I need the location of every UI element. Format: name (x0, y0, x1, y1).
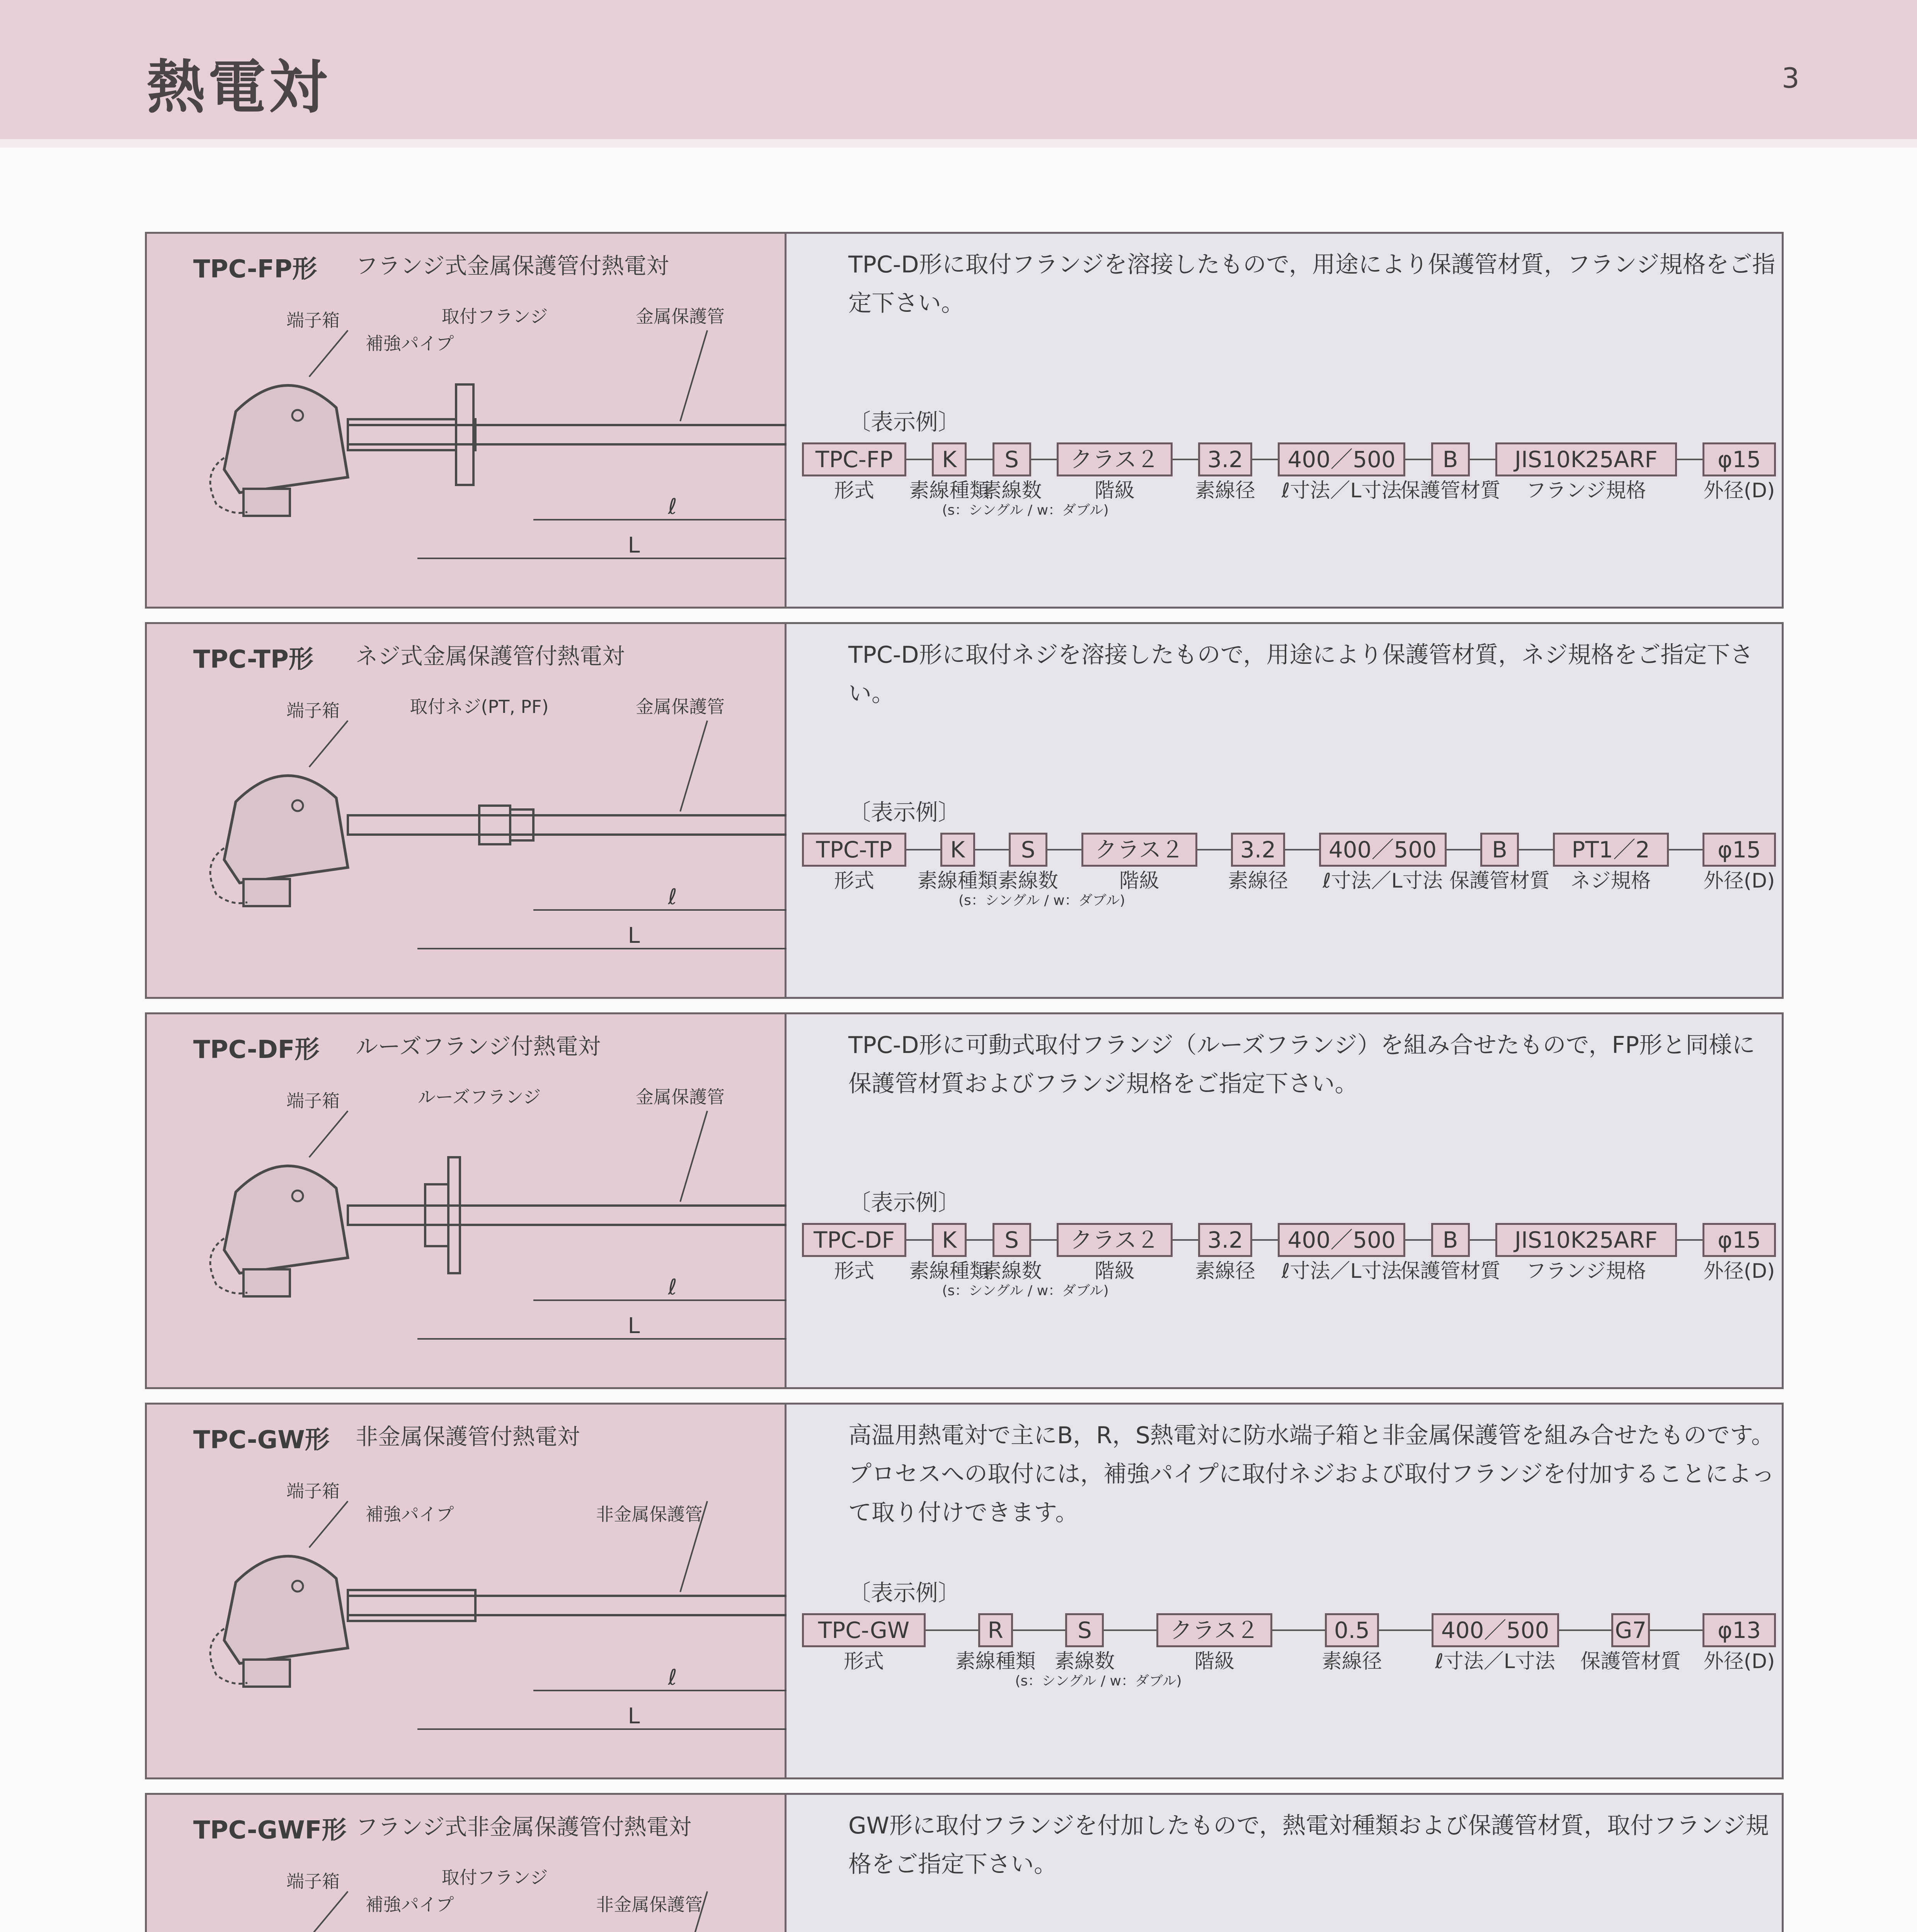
connector-line (1650, 1629, 1702, 1631)
diagram (147, 1405, 787, 1777)
spec-code-box: TPC-DF (802, 1223, 906, 1257)
leader-line (680, 1111, 707, 1202)
connector-line (906, 1239, 932, 1241)
connector-line (1470, 459, 1495, 460)
spec-caption-text: 素線径 (1195, 1260, 1255, 1283)
spec-caption-text: 保護管材質 (1400, 479, 1501, 502)
leader-line (309, 1501, 348, 1548)
spec-caption (1670, 1260, 1809, 1283)
header-band (0, 0, 1917, 139)
diagram-label: 取付フランジ (441, 306, 548, 327)
diagram-label: 金属保護管 (636, 306, 725, 327)
diagram-label: 端子箱 (286, 1871, 340, 1892)
spec-code-box: φ13 (1702, 1613, 1776, 1647)
diagram-label: 取付フランジ (441, 1867, 548, 1888)
diagram-label: ℓ (668, 884, 677, 910)
spec-caption-text: ℓ寸法／L寸法 (1323, 869, 1443, 893)
connector-line (1405, 459, 1431, 460)
spec-caption-text: 階級 (1119, 869, 1159, 893)
spec-code-box: TPC-TP (802, 833, 906, 867)
loose-flange (448, 1157, 460, 1273)
spec-caption (1670, 479, 1809, 502)
diagram-label: 非金属保護管 (596, 1504, 703, 1525)
spec-code-box: クラス２ (1057, 442, 1173, 476)
spec-caption (1381, 1260, 1520, 1283)
terminal-head (224, 1166, 348, 1273)
product-code: TPC-GWF形 (193, 1816, 347, 1845)
spec-code-box: JIS10K25ARF (1495, 1223, 1677, 1257)
diagram-label: ルーズフランジ (417, 1087, 541, 1107)
product-section (145, 1403, 1784, 1779)
diagram-label: 端子箱 (286, 1481, 340, 1502)
cable-gland (243, 1269, 290, 1296)
diagram-label: 金属保護管 (636, 1087, 725, 1107)
connector-line (1272, 1629, 1325, 1631)
spec-caption (1426, 1650, 1565, 1673)
spec-code-box: 3.2 (1198, 1223, 1252, 1257)
diagram-label: 端子箱 (286, 310, 340, 331)
spec-caption-text: 素線数 (981, 1260, 1042, 1283)
spec-code-box: PT1／2 (1553, 833, 1669, 867)
spec-caption-note: (s：シングル / w：ダブル) (958, 893, 1125, 908)
connector-line (1031, 1239, 1057, 1241)
spec-code-box: K (932, 442, 967, 476)
example-label: 〔表示例〕 (848, 1189, 961, 1216)
connector-line (967, 1239, 992, 1241)
spec-code-box: S (1065, 1613, 1104, 1647)
spec-caption-note: (s：シングル / w：ダブル) (942, 502, 1109, 518)
mount-flange (456, 384, 473, 485)
connector-line (1677, 459, 1702, 460)
diagram-label: 補強パイプ (365, 1894, 454, 1915)
leader-line (309, 1111, 348, 1157)
diagram-label: 非金属保護管 (596, 1894, 703, 1915)
diagram-label: 補強パイプ (365, 333, 454, 354)
connector-line (1669, 849, 1703, 850)
product-description: TPC-D形に取付フランジを溶接したもので，用途により保護管材質，フランジ規格をご指定下さい。 (848, 251, 1776, 317)
loose-flange-body (425, 1184, 448, 1246)
spec-caption-text: 素線数 (1054, 1650, 1115, 1673)
product-description: TPC-D形に可動式取付フランジ（ルーズフランジ）を組み合せたもので，FP形と同様に保護管材質およびフランジ規格をご指定下さい。 (848, 1032, 1755, 1097)
spec-caption (1381, 479, 1520, 502)
connector-line (1519, 849, 1553, 850)
diagram (147, 1014, 787, 1387)
spec-caption-text: ℓ寸法／L寸法 (1435, 1650, 1555, 1673)
spec-caption (1070, 869, 1209, 893)
spec-code-box: S (1009, 833, 1047, 867)
spec-code-box: TPC-GW (802, 1613, 926, 1647)
spec-caption (794, 1650, 933, 1673)
spec-caption-text: 外径(D) (1703, 869, 1775, 893)
header-stripe (0, 139, 1917, 148)
spec-panel (787, 1795, 1782, 1932)
spec-code-box: クラス２ (1081, 833, 1197, 867)
spec-caption-text: 素線径 (1227, 869, 1288, 893)
terminal-head (224, 385, 348, 493)
product-section (145, 232, 1784, 609)
spec-code-box: φ15 (1702, 442, 1776, 476)
connector-line (1405, 1239, 1431, 1241)
page-title: 熱電対 (147, 54, 330, 121)
spec-panel (787, 624, 1782, 997)
spec-code-box: 400／500 (1278, 1223, 1405, 1257)
spec-code-box: 0.5 (1325, 1613, 1379, 1647)
diagram-label: L (628, 1313, 640, 1338)
leader-line (680, 721, 707, 811)
connector-line (1197, 849, 1231, 850)
spec-caption-text: 素線径 (1195, 479, 1255, 502)
spec-caption-text: 素線数 (998, 869, 1058, 893)
product-name: ルーズフランジ付熱電対 (356, 1033, 601, 1060)
connector-line (1173, 1239, 1198, 1241)
connector-line (1677, 1239, 1702, 1241)
spec-code-box: K (940, 833, 975, 867)
diagram-label: ℓ (668, 1275, 677, 1300)
connector-line (1470, 1239, 1495, 1241)
spec-code-box: K (932, 1223, 967, 1257)
spec-code-box: S (993, 1223, 1031, 1257)
leader-line (309, 721, 348, 767)
diagram-label: ℓ (668, 1665, 677, 1690)
spec-code-box: 400／500 (1278, 442, 1405, 476)
diagram-label: L (628, 923, 640, 948)
cable-gland (243, 879, 290, 906)
spec-caption (1282, 1650, 1422, 1673)
product-code: TPC-DF形 (193, 1036, 320, 1064)
leader-line (309, 330, 348, 377)
spec-caption-text: 形式 (834, 479, 874, 502)
diagram-label: 端子箱 (286, 700, 340, 721)
terminal-head (224, 1556, 348, 1663)
spec-code-box: 400／500 (1432, 1613, 1559, 1647)
spec-caption-text: 外径(D) (1703, 1650, 1775, 1673)
diagram (147, 624, 787, 997)
spec-code-box: φ15 (1702, 1223, 1776, 1257)
spec-caption-text: 外径(D) (1703, 1260, 1775, 1283)
product-description: TPC-D形に取付ネジを溶接したもので，用途により保護管材質，ネジ規格をご指定下さい。 (848, 641, 1754, 707)
spec-code-box: G7 (1611, 1613, 1650, 1647)
spec-caption (1517, 1260, 1656, 1283)
diagram-label: 金属保護管 (636, 696, 725, 717)
leader-line (309, 1891, 348, 1932)
connector-line (906, 849, 940, 850)
spec-caption (1670, 1650, 1809, 1673)
connector-line (1173, 459, 1198, 460)
connector-line (906, 459, 932, 460)
spec-caption-text: 素線種類 (909, 1260, 990, 1283)
spec-caption-text: 階級 (1194, 1650, 1235, 1673)
product-code: TPC-GW形 (193, 1426, 330, 1454)
product-code: TPC-TP形 (193, 645, 313, 674)
spec-caption (1145, 1650, 1284, 1673)
spec-code-box: B (1431, 1223, 1470, 1257)
page-number: 3 (1782, 62, 1800, 94)
spec-code-box: S (993, 442, 1031, 476)
spec-code-box: 3.2 (1231, 833, 1285, 867)
spec-caption-text: 保護管材質 (1400, 1260, 1501, 1283)
spec-code-box: B (1431, 442, 1470, 476)
spec-panel (787, 1014, 1782, 1387)
connector-line (967, 459, 992, 460)
spec-code-box: 400／500 (1319, 833, 1447, 867)
connector-line (926, 1629, 978, 1631)
diagram-panel (147, 1014, 787, 1387)
spec-caption-text: ℓ寸法／L寸法 (1282, 1260, 1402, 1283)
spec-panel (787, 234, 1782, 607)
connector-line (975, 849, 1009, 850)
spec-caption-note: (s：シングル / w：ダブル) (1015, 1673, 1182, 1689)
spec-caption-text: フランジ規格 (1526, 479, 1646, 502)
connector-line (1379, 1629, 1432, 1631)
spec-caption-text: ℓ寸法／L寸法 (1282, 479, 1402, 502)
diagram-label: 補強パイプ (365, 1504, 454, 1525)
spec-caption-text: 素線種類 (917, 869, 998, 893)
diagram-label: 端子箱 (286, 1090, 340, 1111)
spec-code-box: クラス２ (1156, 1613, 1272, 1647)
spec-code-box: JIS10K25ARF (1495, 442, 1677, 476)
spec-caption (1015, 1650, 1182, 1689)
connector-line (1013, 1629, 1066, 1631)
mount-nut (479, 806, 510, 844)
diagram-panel (147, 1405, 787, 1777)
example-label: 〔表示例〕 (848, 1580, 961, 1606)
spec-caption (1670, 869, 1809, 893)
diagram-label: 取付ネジ(PT, PF) (410, 696, 549, 717)
product-name: 非金属保護管付熱電対 (356, 1423, 580, 1450)
product-name: フランジ式金属保護管付熱電対 (356, 253, 669, 279)
terminal-head (224, 776, 348, 883)
spec-caption (1541, 869, 1680, 893)
connector-line (1559, 1629, 1612, 1631)
product-name: フランジ式非金属保護管付熱電対 (356, 1814, 691, 1840)
product-section (145, 1793, 1784, 1932)
connector-line (1252, 1239, 1278, 1241)
product-description: GW形に取付フランジを付加したもので，熱電対種類および保護管材質，取付フランジ規格をご指定下さい。 (848, 1812, 1769, 1878)
product-section (145, 622, 1784, 999)
spec-caption (1188, 869, 1328, 893)
spec-code-box: R (978, 1613, 1013, 1647)
diagram-panel (147, 1795, 787, 1932)
leader-line (680, 330, 707, 421)
connector-line (1447, 849, 1481, 850)
protection-tube (348, 1206, 787, 1225)
spec-caption-text: ネジ規格 (1570, 869, 1651, 893)
product-section (145, 1012, 1784, 1389)
spec-panel (787, 1405, 1782, 1777)
connector-line (1285, 849, 1319, 850)
example-label: 〔表示例〕 (848, 799, 961, 825)
spec-caption-text: 形式 (834, 1260, 874, 1283)
spec-caption-text: 保護管材質 (1580, 1650, 1681, 1673)
cable-gland (243, 1660, 290, 1687)
protection-tube (348, 815, 787, 835)
spec-caption-note: (s：シングル / w：ダブル) (942, 1283, 1109, 1299)
connector-line (1031, 459, 1057, 460)
spec-caption-text: 形式 (843, 1650, 884, 1673)
diagram (147, 234, 787, 607)
diagram-label: ℓ (668, 494, 677, 519)
product-code: TPC-FP形 (193, 255, 317, 284)
product-description: 高温用熱電対で主にB，R，S熱電対に防水端子箱と非金属保護管を組み合せたものです。プロセスへの取付には，補強パイプに取付ネジおよび取付フランジを付加することによって取り付けできます。 (848, 1422, 1775, 1526)
spec-code-box: φ15 (1702, 833, 1776, 867)
spec-caption-text: 素線数 (981, 479, 1042, 502)
diagram-panel (147, 234, 787, 607)
diagram-label: L (628, 1704, 640, 1729)
connector-line (1104, 1629, 1156, 1631)
spec-code-box: B (1480, 833, 1519, 867)
spec-code-box: クラス２ (1057, 1223, 1173, 1257)
example-label: 〔表示例〕 (848, 409, 961, 435)
spec-code-box: TPC-FP (802, 442, 906, 476)
spec-code-box: 3.2 (1198, 442, 1252, 476)
spec-caption-text: 外径(D) (1703, 479, 1775, 502)
diagram-panel (147, 624, 787, 997)
connector-line (1047, 849, 1081, 850)
spec-caption-text: 素線径 (1321, 1650, 1382, 1673)
connector-line (1252, 459, 1278, 460)
spec-caption (1517, 479, 1656, 502)
diagram-label: L (628, 533, 640, 558)
cable-gland (243, 489, 290, 516)
spec-caption-text: フランジ規格 (1526, 1260, 1646, 1283)
spec-caption-text: 階級 (1094, 1260, 1135, 1283)
product-name: ネジ式金属保護管付熱電対 (356, 643, 625, 669)
spec-caption-text: 素線種類 (909, 479, 990, 502)
spec-caption-text: 素線種類 (955, 1650, 1036, 1673)
spec-caption-text: 保護管材質 (1449, 869, 1550, 893)
spec-caption-text: 形式 (834, 869, 874, 893)
spec-caption-text: 階級 (1094, 479, 1135, 502)
